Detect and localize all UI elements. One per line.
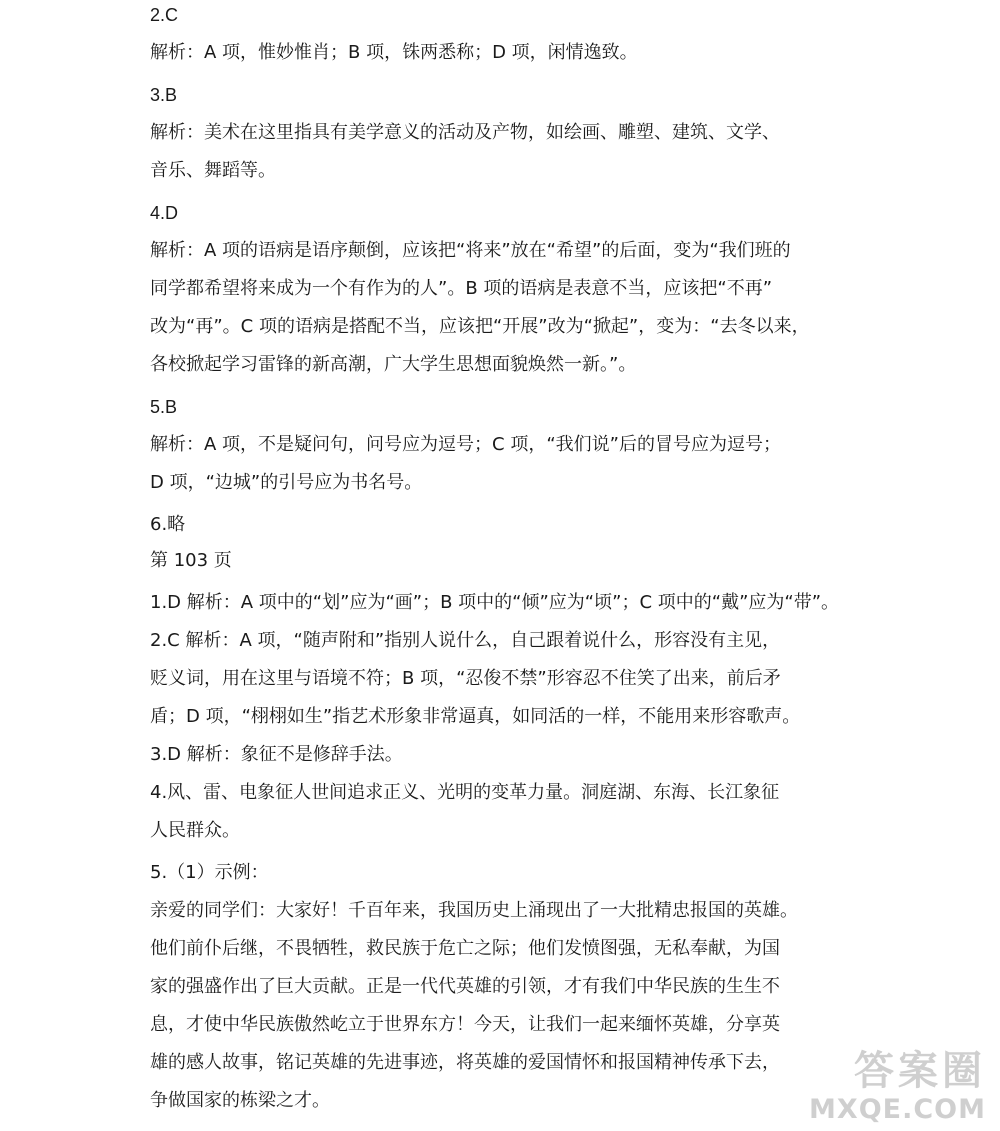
p103-answer-4-line1: 4.风、雷、电象征人世间追求正义、光明的变革力量。洞庭湖、东海、长江象征 xyxy=(150,782,780,803)
answer-4d-explanation-line4: 各校掀起学习雷锋的新高潮，广大学生思想面貌焕然一新。”。 xyxy=(150,354,637,375)
answer-4d-heading: 4.D xyxy=(150,203,179,223)
p103-answer-5-paragraph-line6: 争做国家的栋梁之才。 xyxy=(150,1090,330,1111)
answer-3b-explanation-line1: 解析：美术在这里指具有美学意义的活动及产物，如绘画、雕塑、建筑、文学、 xyxy=(150,122,780,143)
p103-answer-5-paragraph-line4: 息，才使中华民族傲然屹立于世界东方！今天，让我们一起来缅怀英雄，分享英 xyxy=(150,1014,780,1035)
p103-answer-1: 1.D 解析：A 项中的“划”应为“画”；B 项中的“倾”应为“顷”；C 项中的“戴”应为“带”。 xyxy=(150,592,840,613)
p103-answer-5-paragraph-line5: 雄的感人故事，铭记英雄的先进事迹，将英雄的爱国情怀和报国精神传承下去， xyxy=(150,1052,780,1073)
answer-2c-heading: 2.C xyxy=(150,5,179,25)
p103-answer-5-paragraph-line1: 亲爱的同学们：大家好！千百年来，我国历史上涌现出了一大批精忠报国的英雄。 xyxy=(150,900,798,921)
p103-answer-2-line2: 贬义词，用在这里与语境不符；B 项，“忍俊不禁”形容忍不住笑了出来，前后矛 xyxy=(150,668,781,689)
p103-answer-2-line3: 盾；D 项，“栩栩如生”指艺术形象非常逼真，如同活的一样，不能用来形容歌声。 xyxy=(150,706,801,727)
answer-3b-heading: 3.B xyxy=(150,85,178,105)
answer-5b-heading: 5.B xyxy=(150,397,178,417)
answer-3b-explanation-line2: 音乐、舞蹈等。 xyxy=(150,160,276,181)
answer-4d-explanation-line3: 改为“再”。C 项的语病是搭配不当，应该把“开展”改为“掀起”，变为：“去冬以来， xyxy=(150,316,810,337)
answer-4d-explanation-line2: 同学都希望将来成为一个有作为的人”。B 项的语病是表意不当，应该把“不再” xyxy=(150,278,773,299)
answer-document xyxy=(150,2,850,1114)
p103-answer-2-line1: 2.C 解析：A 项，“随声附和”指别人说什么，自己跟着说什么，形容没有主见， xyxy=(150,630,781,651)
p103-answer-3: 3.D 解析：象征不是修辞手法。 xyxy=(150,744,403,765)
answer-5b-explanation-line2: D 项，“边城”的引号应为书名号。 xyxy=(150,472,423,493)
p103-answer-5-paragraph-line2: 他们前仆后继，不畏牺牲，救民族于危亡之际；他们发愤图强，无私奉献，为国 xyxy=(150,938,780,959)
answer-2c-explanation: 解析：A 项，惟妙惟肖；B 项，铢两悉称；D 项，闲情逸致。 xyxy=(150,42,638,63)
watermark-logo: 答案圈 xyxy=(854,1048,986,1094)
answer-4d-explanation-line1: 解析：A 项的语病是语序颠倒，应该把“将来”放在“希望”的后面，变为“我们班的 xyxy=(150,240,791,261)
p103-answer-4-line2: 人民群众。 xyxy=(150,820,240,841)
answer-5b-explanation-line1: 解析：A 项，不是疑问句，问号应为逗号；C 项，“我们说”后的冒号应为逗号； xyxy=(150,434,781,455)
watermark-site: MXQE.COM xyxy=(809,1094,986,1125)
page-heading: 第 103 页 xyxy=(150,550,232,571)
p103-answer-5-paragraph-line3: 家的强盛作出了巨大贡献。正是一代代英雄的引领，才有我们中华民族的生生不 xyxy=(150,976,780,997)
p103-answer-5-heading: 5.（1）示例： xyxy=(150,862,269,883)
answer-6-heading: 6.略 xyxy=(150,514,186,535)
